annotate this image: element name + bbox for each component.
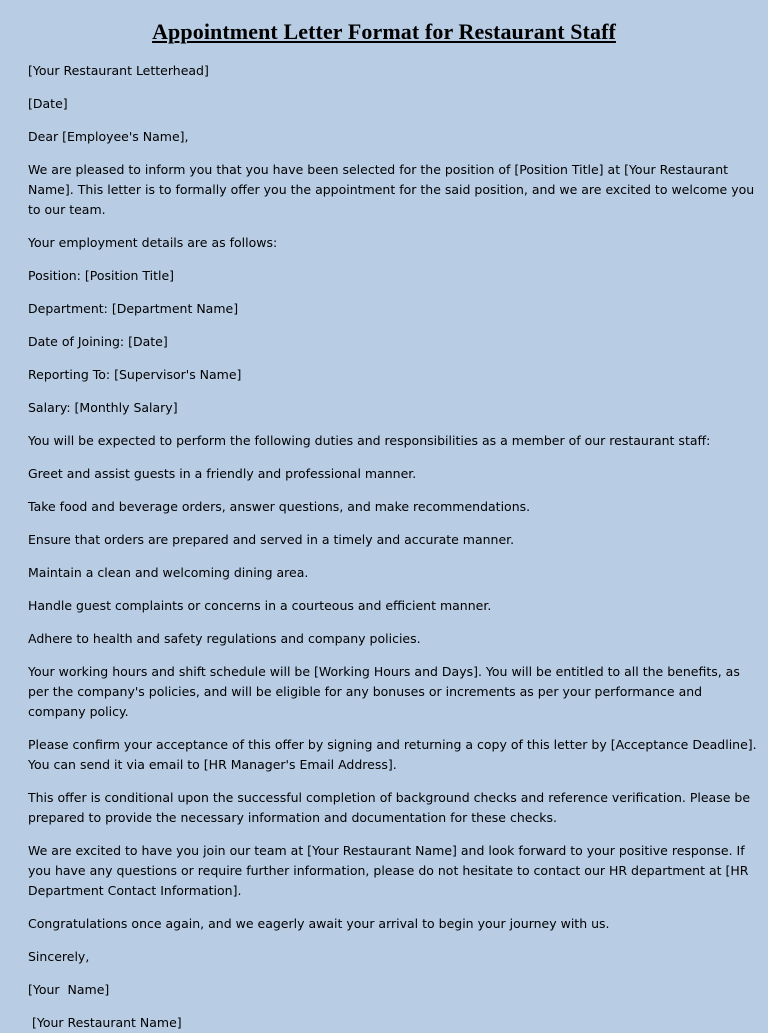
spacer xyxy=(28,583,768,596)
detail-salary: Salary: [Monthly Salary] xyxy=(28,400,178,415)
page-title: Appointment Letter Format for Restaurant Staff xyxy=(152,19,616,44)
duties-intro: You will be expected to perform the following duties and responsibilities as a member of our restaurant staff: xyxy=(28,433,711,448)
congratulations-paragraph: Congratulations once again, and we eagerly await your arrival to begin your journey with us. xyxy=(28,916,610,931)
spacer xyxy=(28,484,768,497)
spacer xyxy=(28,649,768,662)
duty-item: Handle guest complaints or concerns in a courteous and efficient manner. xyxy=(28,598,492,613)
spacer xyxy=(28,517,768,530)
spacer xyxy=(28,418,768,431)
spacer xyxy=(28,352,768,365)
conditional-paragraph: This offer is conditional upon the successful completion of background checks and reference verification. Please be prepared to provide the necessary information and documentation for these checks. xyxy=(28,790,755,825)
spacer xyxy=(28,967,768,980)
working-hours-paragraph: Your working hours and shift schedule will be [Working Hours and Days]. You will be entitled to all the benefits, as per the company's policies, and will be eligible for any bonuses or increments as per your performance and company policy. xyxy=(28,664,744,719)
detail-reporting-to: Reporting To: [Supervisor's Name] xyxy=(28,367,242,382)
spacer xyxy=(28,253,768,266)
spacer xyxy=(28,147,768,160)
spacer xyxy=(28,934,768,947)
spacer xyxy=(28,901,768,914)
spacer xyxy=(28,385,768,398)
intro-paragraph: We are pleased to inform you that you have been selected for the position of [Position Title] at [Your Restaurant Name]. This letter is to formally offer you the appointment for the said position, and we are excited to welcome you to our team. xyxy=(28,162,759,217)
detail-department: Department: [Department Name] xyxy=(28,301,239,316)
spacer xyxy=(28,616,768,629)
letter-date: [Date] xyxy=(28,96,68,111)
spacer xyxy=(28,114,768,127)
letterhead: [Your Restaurant Letterhead] xyxy=(28,63,209,78)
duty-item: Maintain a clean and welcoming dining area. xyxy=(28,565,309,580)
spacer xyxy=(28,828,768,841)
duty-item: Greet and assist guests in a friendly and professional manner. xyxy=(28,466,417,481)
duty-item: Adhere to health and safety regulations and company policies. xyxy=(28,631,421,646)
spacer xyxy=(28,220,768,233)
spacer xyxy=(28,46,768,61)
spacer xyxy=(28,722,768,735)
spacer xyxy=(28,81,768,94)
acceptance-paragraph: Please confirm your acceptance of this offer by signing and returning a copy of this letter by [Acceptance Deadline]. You can send it via email to [HR Manager's Email Address]. xyxy=(28,737,761,772)
duty-item: Ensure that orders are prepared and served in a timely and accurate manner. xyxy=(28,532,515,547)
spacer xyxy=(28,451,768,464)
spacer xyxy=(28,1000,768,1013)
spacer xyxy=(28,319,768,332)
detail-date-of-joining: Date of Joining: [Date] xyxy=(28,334,168,349)
signature-restaurant: [Your Restaurant Name] xyxy=(28,1015,182,1030)
detail-position: Position: [Position Title] xyxy=(28,268,175,283)
duty-item: Take food and beverage orders, answer questions, and make recommendations. xyxy=(28,499,531,514)
contact-paragraph: We are excited to have you join our team at [Your Restaurant Name] and look forward to your positive response. If you have any questions or require further information, please do not hesitate to contact our HR department at [HR Department Contact Information]. xyxy=(28,843,753,898)
spacer xyxy=(28,286,768,299)
details-intro: Your employment details are as follows: xyxy=(28,235,278,250)
spacer xyxy=(28,550,768,563)
closing: Sincerely, xyxy=(28,949,90,964)
spacer xyxy=(28,775,768,788)
signature-name: [Your Name] xyxy=(28,982,110,997)
salutation: Dear [Employee's Name], xyxy=(28,129,189,144)
